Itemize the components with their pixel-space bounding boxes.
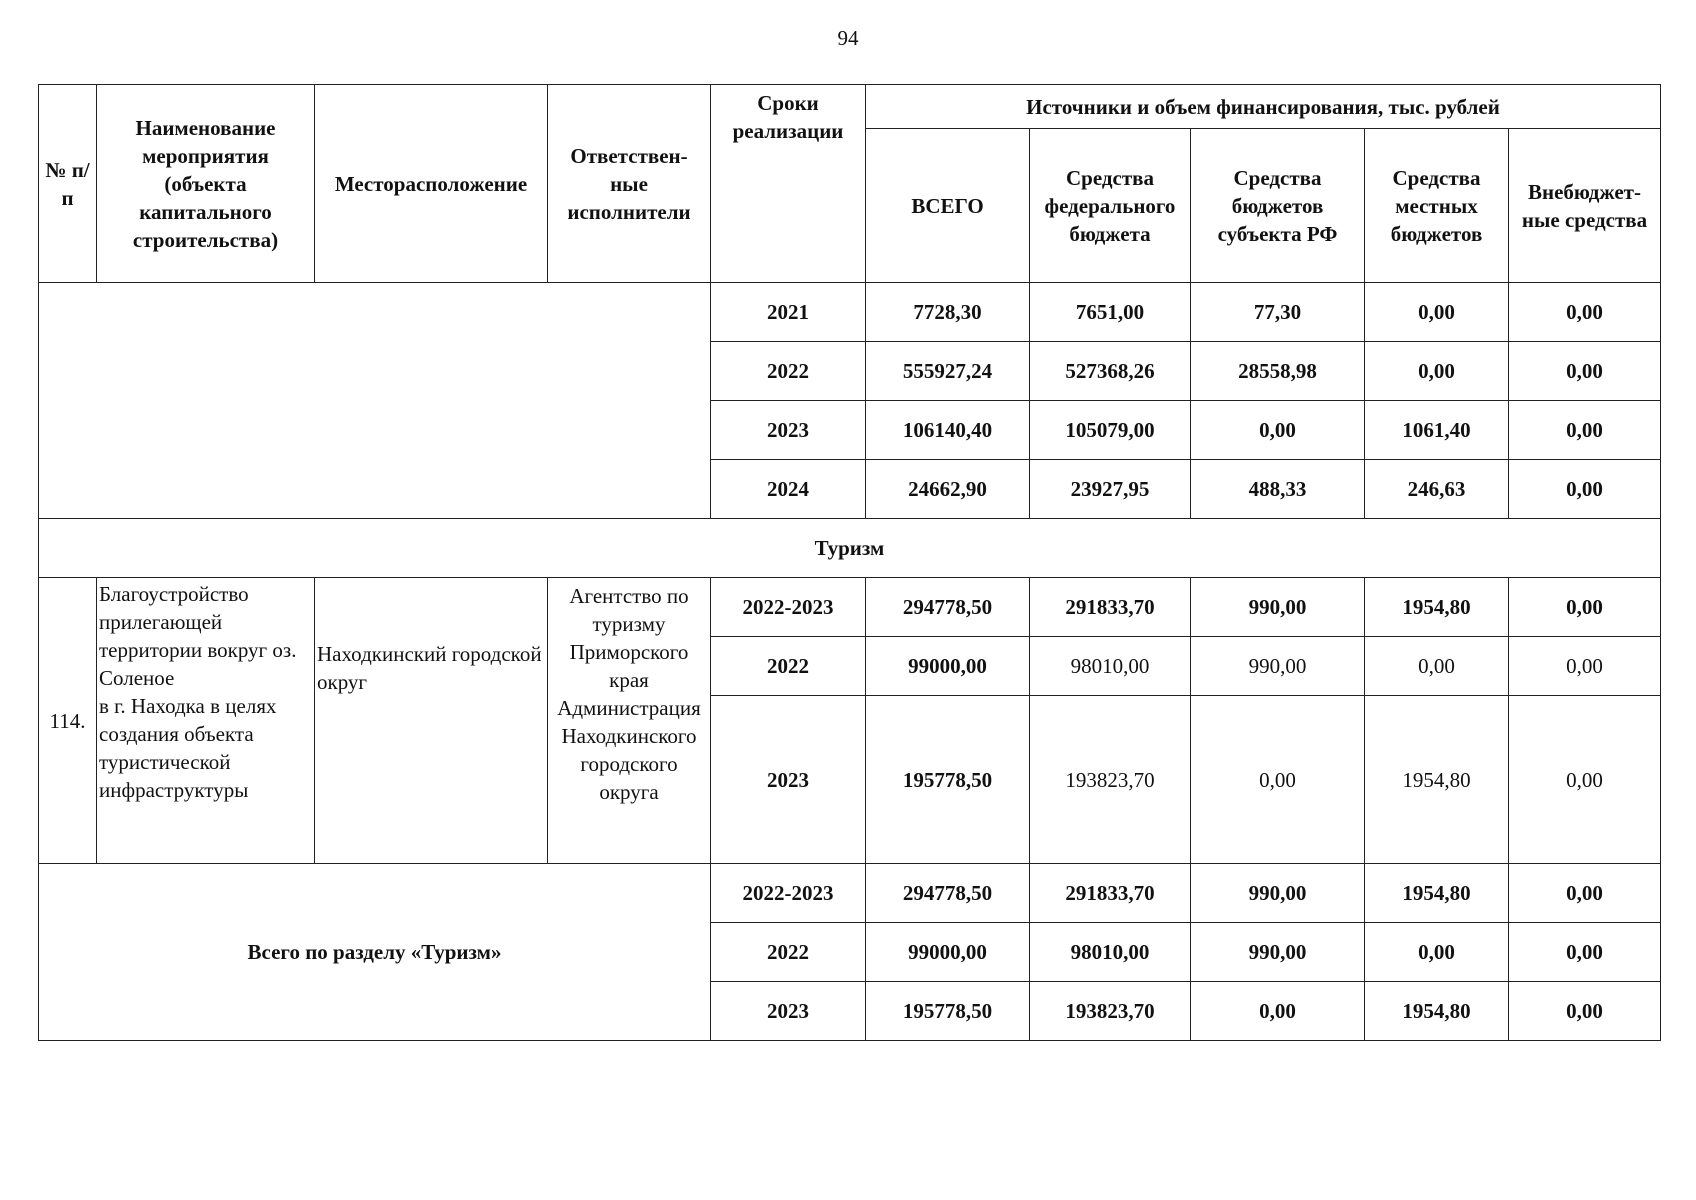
- cell-extra: 0,00: [1509, 578, 1661, 637]
- cell-total: 106140,40: [866, 401, 1030, 460]
- cell-total: 195778,50: [866, 982, 1030, 1041]
- section-title: Туризм: [39, 519, 1661, 578]
- header-location: Месторасположение: [315, 85, 548, 283]
- item-name: Благоустройство прилегающей территории вокруг оз. Соленое в г. Находка в целях создания объекта туристической инфраструктуры: [97, 578, 315, 864]
- cell-year: 2023: [711, 982, 866, 1041]
- cell-extra: 0,00: [1509, 923, 1661, 982]
- header-num: № п/п: [39, 85, 97, 283]
- header-regional: Средства бюджетов субъекта РФ: [1191, 129, 1365, 283]
- cell-total: 99000,00: [866, 923, 1030, 982]
- cell-total: 7728,30: [866, 283, 1030, 342]
- cell-extra: 0,00: [1509, 460, 1661, 519]
- cell-year: 2024: [711, 460, 866, 519]
- cell-regional: 990,00: [1191, 637, 1365, 696]
- cell-extra: 0,00: [1509, 982, 1661, 1041]
- cell-regional: 0,00: [1191, 982, 1365, 1041]
- cell-year: 2023: [711, 696, 866, 864]
- cell-federal: 193823,70: [1030, 982, 1191, 1041]
- cell-federal: 291833,70: [1030, 578, 1191, 637]
- cell-federal: 23927,95: [1030, 460, 1191, 519]
- item-number: 114.: [39, 578, 97, 864]
- header-federal: Средства федерального бюджета: [1030, 129, 1191, 283]
- cell-local: 0,00: [1365, 342, 1509, 401]
- cell-extra: 0,00: [1509, 342, 1661, 401]
- cell-total: 294778,50: [866, 578, 1030, 637]
- table-row: [39, 864, 1661, 923]
- cell-regional: 488,33: [1191, 460, 1365, 519]
- cell-local: 246,63: [1365, 460, 1509, 519]
- header-sources-group: Источники и объем финансирования, тыс. рублей: [866, 85, 1661, 129]
- item-location: Находкинский городской округ: [315, 578, 548, 864]
- carryover-blank-cell: [39, 283, 711, 519]
- cell-regional: 990,00: [1191, 578, 1365, 637]
- cell-federal: 7651,00: [1030, 283, 1191, 342]
- cell-local: 0,00: [1365, 637, 1509, 696]
- cell-extra: 0,00: [1509, 283, 1661, 342]
- cell-local: 1954,80: [1365, 578, 1509, 637]
- cell-extra: 0,00: [1509, 864, 1661, 923]
- table-row: [39, 578, 1661, 637]
- cell-year: 2022: [711, 342, 866, 401]
- cell-total: 294778,50: [866, 864, 1030, 923]
- cell-regional: 77,30: [1191, 283, 1365, 342]
- cell-extra: 0,00: [1509, 696, 1661, 864]
- header-extrabudget: Внебюджет-ные средства: [1509, 129, 1661, 283]
- cell-year: 2023: [711, 401, 866, 460]
- cell-regional: 28558,98: [1191, 342, 1365, 401]
- cell-year: 2022-2023: [711, 578, 866, 637]
- cell-year: 2022-2023: [711, 864, 866, 923]
- cell-federal: 98010,00: [1030, 637, 1191, 696]
- cell-total: 99000,00: [866, 637, 1030, 696]
- header-row: [39, 85, 1661, 129]
- cell-local: 1954,80: [1365, 864, 1509, 923]
- section-total-label: Всего по разделу «Туризм»: [39, 864, 711, 1041]
- cell-local: 1061,40: [1365, 401, 1509, 460]
- cell-local: 1954,80: [1365, 696, 1509, 864]
- cell-federal: 105079,00: [1030, 401, 1191, 460]
- cell-regional: 0,00: [1191, 696, 1365, 864]
- section-row: [39, 519, 1661, 578]
- header-local: Средства местных бюджетов: [1365, 129, 1509, 283]
- cell-year: 2021: [711, 283, 866, 342]
- cell-local: 0,00: [1365, 923, 1509, 982]
- cell-federal: 98010,00: [1030, 923, 1191, 982]
- header-total: ВСЕГО: [866, 129, 1030, 283]
- funding-table: [38, 84, 1661, 1041]
- item-responsible: Агентство по туризму Приморского края Администрация Находкинского городского округа: [548, 578, 711, 864]
- cell-total: 195778,50: [866, 696, 1030, 864]
- cell-year: 2022: [711, 923, 866, 982]
- cell-regional: 0,00: [1191, 401, 1365, 460]
- header-period: Сроки реализации: [711, 85, 866, 283]
- header-responsible: Ответствен-ные исполнители: [548, 85, 711, 283]
- cell-regional: 990,00: [1191, 864, 1365, 923]
- cell-federal: 193823,70: [1030, 696, 1191, 864]
- cell-year: 2022: [711, 637, 866, 696]
- cell-federal: 291833,70: [1030, 864, 1191, 923]
- cell-regional: 990,00: [1191, 923, 1365, 982]
- page-number: 94: [837, 26, 859, 50]
- cell-total: 555927,24: [866, 342, 1030, 401]
- cell-extra: 0,00: [1509, 637, 1661, 696]
- cell-total: 24662,90: [866, 460, 1030, 519]
- cell-federal: 527368,26: [1030, 342, 1191, 401]
- cell-extra: 0,00: [1509, 401, 1661, 460]
- cell-local: 0,00: [1365, 283, 1509, 342]
- cell-local: 1954,80: [1365, 982, 1509, 1041]
- header-name: Наименование мероприятия (объекта капитального строительства): [97, 85, 315, 283]
- table-row: [39, 283, 1661, 342]
